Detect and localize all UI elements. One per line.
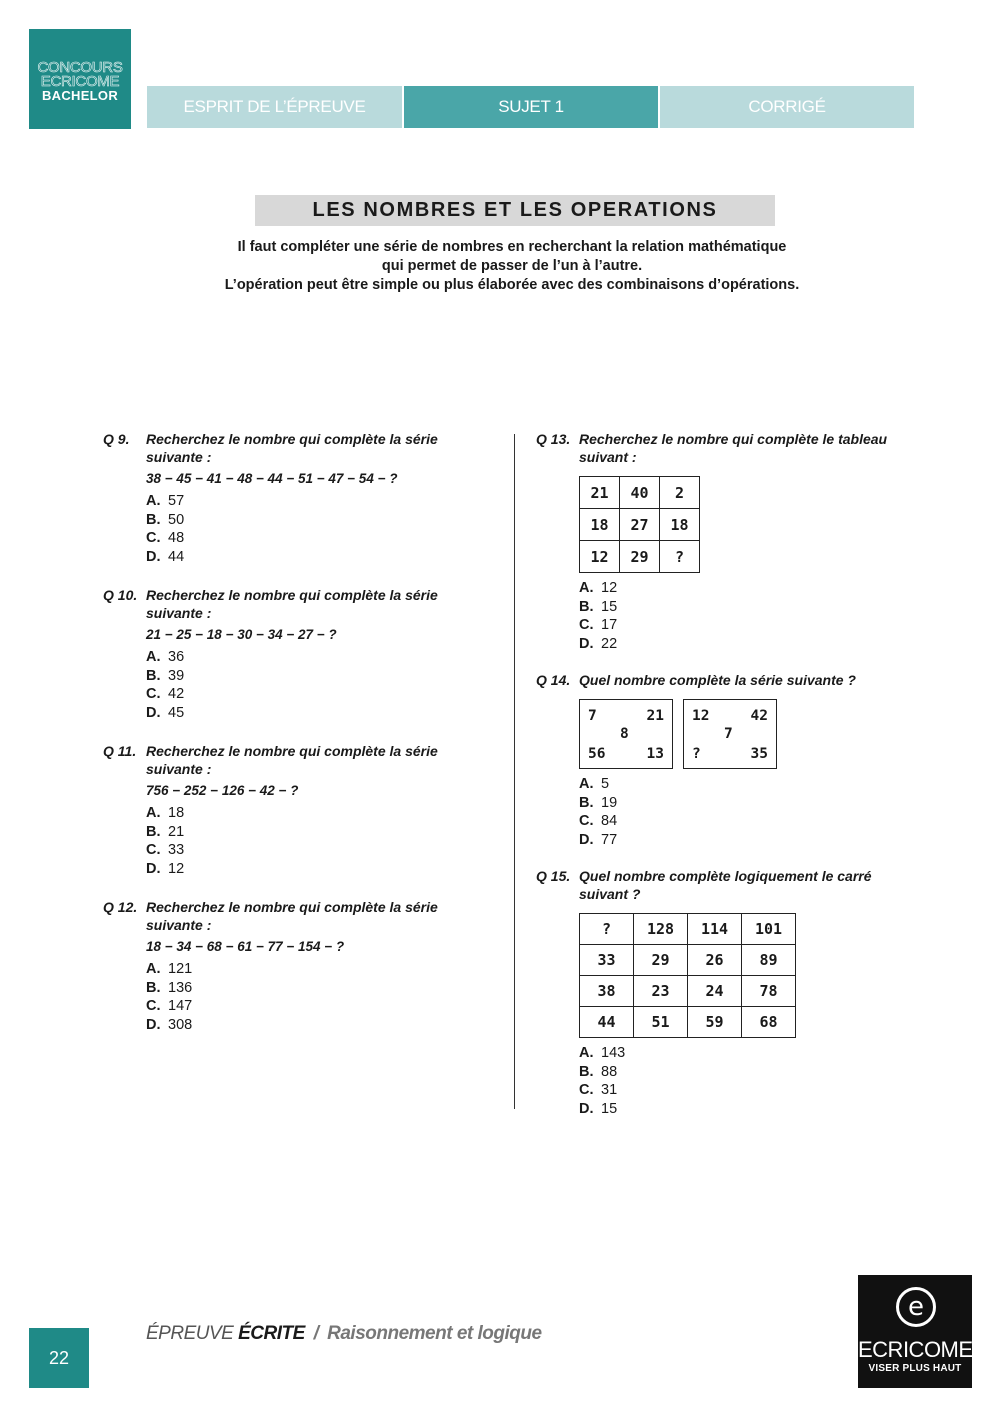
- grid-cell: 114: [688, 914, 742, 945]
- question-text: Quel nombre complète logiquement le carré suivant ?: [579, 868, 872, 902]
- number-square: [683, 699, 777, 769]
- answer-options: [579, 579, 916, 653]
- square-top-right: 21: [646, 708, 664, 724]
- square-top-right: 42: [750, 708, 768, 724]
- answer-option-c[interactable]: C. 84: [579, 813, 618, 829]
- answer-option-a[interactable]: A. 12: [579, 580, 618, 596]
- question-14: [536, 671, 916, 849]
- grid-row: [580, 477, 700, 509]
- answer-option-d[interactable]: D. 44: [146, 548, 185, 565]
- ecricome-e-icon: e: [896, 1287, 936, 1327]
- answer-option-b[interactable]: B. 15: [579, 598, 618, 615]
- grid-cell: 68: [742, 1007, 796, 1038]
- question-number: Q 12.: [103, 899, 138, 915]
- answer-option-c[interactable]: C. 33: [146, 842, 185, 858]
- grid-cell: 29: [620, 541, 660, 573]
- answer-option-c[interactable]: C. 17: [579, 617, 618, 633]
- square-center: 8: [620, 726, 629, 742]
- question-text: Recherchez le nombre qui complète la série suivante :: [146, 743, 438, 777]
- footer-title: [146, 1323, 542, 1345]
- grid-cell: 27: [620, 509, 660, 541]
- question-number: Q 9.: [103, 431, 130, 447]
- answer-option-b[interactable]: B. 88: [579, 1063, 618, 1080]
- section-intro: [150, 238, 874, 295]
- grid-cell: ?: [580, 914, 634, 945]
- number-series: 38 − 45 − 41 − 48 − 44 − 51 − 47 − 54 − ?: [146, 471, 398, 486]
- number-grid-3x3: [579, 476, 700, 573]
- answer-option-d[interactable]: D. 15: [579, 1100, 618, 1117]
- section-title: LES NOMBRES ET LES OPERATIONS: [255, 195, 775, 226]
- answer-option-c[interactable]: C. 48: [146, 530, 185, 546]
- grid-cell: 12: [580, 541, 620, 573]
- concours-ecricome-bachelor-logo: [29, 29, 131, 129]
- answer-options: [579, 1044, 916, 1118]
- column-divider: [514, 434, 515, 1109]
- grid-cell: 21: [580, 477, 620, 509]
- intro-line: L’opération peut être simple ou plus élaborée avec des combinaisons d’opérations.: [224, 277, 800, 293]
- square-bottom-right: 35: [750, 746, 768, 762]
- grid-row: [580, 509, 700, 541]
- answer-option-d[interactable]: D. 45: [146, 704, 185, 721]
- grid-cell: 38: [580, 976, 634, 1007]
- question-number: Q 14.: [536, 672, 571, 688]
- answer-option-a[interactable]: A. 5: [579, 776, 610, 792]
- answer-options: [146, 804, 463, 878]
- number-series: 756 − 252 − 126 − 42 − ?: [146, 783, 299, 798]
- grid-cell: 59: [688, 1007, 742, 1038]
- right-column: [536, 430, 916, 1118]
- question-10: [103, 586, 463, 722]
- answer-options: [146, 492, 463, 566]
- answer-option-a[interactable]: A. 57: [146, 493, 185, 509]
- square-bottom-left: ?: [692, 746, 701, 762]
- tab-corrige[interactable]: CORRIGÉ: [660, 86, 914, 128]
- logo-line-concours: CONCOURS: [37, 59, 123, 76]
- tab-esprit-de-l-epreuve[interactable]: ESPRIT DE L’ÉPREUVE: [147, 86, 402, 128]
- grid-cell: 44: [580, 1007, 634, 1038]
- grid-cell: 89: [742, 945, 796, 976]
- question-text: Recherchez le nombre qui complète la série suivante :: [146, 899, 438, 933]
- question-9: [103, 430, 463, 566]
- grid-row: [580, 541, 700, 573]
- grid-cell: 26: [688, 945, 742, 976]
- question-number: Q 13.: [536, 431, 571, 447]
- question-number: Q 11.: [103, 743, 137, 759]
- grid-cell: 18: [660, 509, 700, 541]
- answer-option-a[interactable]: A. 121: [146, 961, 193, 977]
- page-number: 22: [29, 1328, 89, 1388]
- question-text: Quel nombre complète la série suivante ?: [579, 672, 856, 688]
- logo-line-ecricome: ECRICOME: [40, 73, 120, 90]
- footer-subject: Raisonnement et logique: [327, 1323, 542, 1344]
- grid-cell: 128: [634, 914, 688, 945]
- logo-line-bachelor: BACHELOR: [41, 88, 119, 103]
- answer-options: [579, 775, 916, 849]
- number-square: [579, 699, 673, 769]
- square-top-left: 12: [692, 708, 710, 724]
- answer-option-a[interactable]: A. 143: [579, 1045, 626, 1061]
- question-number: Q 15.: [536, 868, 571, 884]
- answer-option-c[interactable]: C. 31: [579, 1082, 618, 1098]
- grid-cell: 78: [742, 976, 796, 1007]
- left-column: [103, 430, 463, 1034]
- footer-slash: /: [313, 1323, 319, 1344]
- number-series: 18 − 34 − 68 − 61 − 77 − 154 − ?: [146, 939, 345, 954]
- square-bottom-left: 56: [588, 746, 606, 762]
- intro-line: Il faut compléter une série de nombres en recherchant la relation mathématique: [237, 239, 787, 255]
- number-series: 21 − 25 − 18 − 30 − 34 − 27 − ?: [146, 627, 337, 642]
- answer-option-a[interactable]: A. 36: [146, 649, 185, 665]
- tab-sujet-1[interactable]: SUJET 1: [404, 86, 658, 128]
- grid-cell: 18: [580, 509, 620, 541]
- ecricome-logo: [858, 1275, 972, 1388]
- grid-cell: 33: [580, 945, 634, 976]
- question-15: [536, 867, 916, 1118]
- grid-cell: 24: [688, 976, 742, 1007]
- grid-cell: 101: [742, 914, 796, 945]
- question-text: Recherchez le nombre qui complète le tableau suivant :: [579, 431, 888, 465]
- question-number: Q 10.: [103, 587, 138, 603]
- grid-row: [580, 914, 796, 945]
- ecricome-tagline: VISER PLUS HAUT: [868, 1363, 962, 1374]
- intro-line: qui permet de passer de l’un à l’autre.: [381, 258, 643, 274]
- answer-option-b[interactable]: B. 39: [146, 667, 185, 684]
- grid-cell: 2: [660, 477, 700, 509]
- answer-option-d[interactable]: D. 308: [146, 1016, 193, 1033]
- answer-option-c[interactable]: C. 147: [146, 998, 193, 1014]
- grid-row: [580, 976, 796, 1007]
- answer-option-a[interactable]: A. 18: [146, 805, 185, 821]
- grid-cell: ?: [660, 541, 700, 573]
- number-squares: [579, 699, 916, 769]
- ecricome-name: ECRICOME: [858, 1337, 973, 1362]
- square-center: 7: [724, 726, 733, 742]
- footer-ecrite: ÉCRITE: [238, 1323, 305, 1344]
- answer-options: [146, 648, 463, 722]
- grid-row: [580, 945, 796, 976]
- grid-cell: 40: [620, 477, 660, 509]
- answer-option-b[interactable]: B. 21: [146, 823, 185, 840]
- footer-epreuve: ÉPREUVE: [146, 1323, 234, 1344]
- square-bottom-right: 13: [646, 746, 664, 762]
- number-grid-4x4: [579, 913, 796, 1038]
- answer-option-b[interactable]: B. 50: [146, 511, 185, 528]
- answer-option-b[interactable]: B. 19: [579, 794, 618, 811]
- grid-cell: 51: [634, 1007, 688, 1038]
- grid-cell: 29: [634, 945, 688, 976]
- question-13: [536, 430, 916, 653]
- square-top-left: 7: [588, 708, 597, 724]
- question-text: Recherchez le nombre qui complète la série suivante :: [146, 587, 438, 621]
- question-text: Recherchez le nombre qui complète la série suivante :: [146, 431, 438, 465]
- grid-row: [580, 1007, 796, 1038]
- answer-option-d[interactable]: D. 22: [579, 635, 618, 652]
- question-12: [103, 898, 463, 1034]
- answer-option-c[interactable]: C. 42: [146, 686, 185, 702]
- question-11: [103, 742, 463, 878]
- answer-option-d[interactable]: D. 77: [579, 831, 618, 848]
- answer-option-d[interactable]: D. 12: [146, 860, 185, 877]
- answer-options: [146, 960, 463, 1034]
- answer-option-b[interactable]: B. 136: [146, 979, 193, 996]
- grid-cell: 23: [634, 976, 688, 1007]
